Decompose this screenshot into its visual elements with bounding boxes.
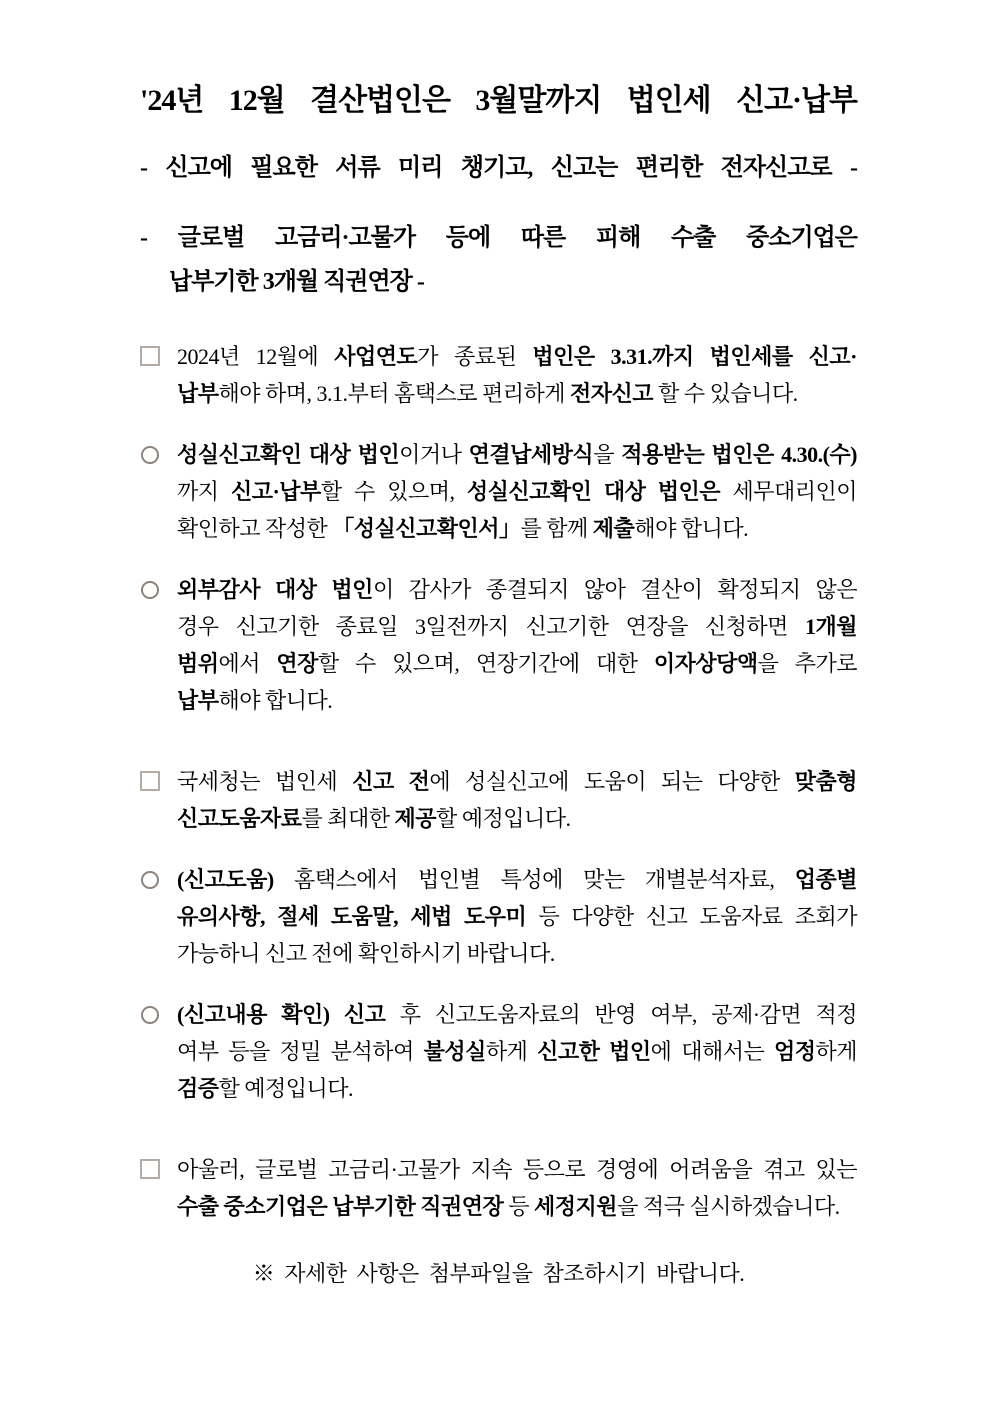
text-run: 해야 합니다. bbox=[634, 516, 749, 541]
circle-bullet-icon bbox=[141, 1006, 159, 1024]
text-run: 업종별 bbox=[794, 867, 857, 892]
text-run: 아울러, 글로벌 고금리·고물가 지속 등으로 경영에 어려움을 겪고 있는 bbox=[177, 1157, 857, 1182]
text-run: 국세청는 법인세 bbox=[177, 769, 353, 794]
text-run: 에 성실신고에 도움이 되는 다양한 bbox=[429, 769, 795, 794]
text-run: 후 신고도움자료의 반영 여부, 공제·감면 적정 bbox=[385, 1002, 858, 1027]
text-run: 가능하니 신고 전에 확인하시기 바랍니다. bbox=[177, 941, 555, 966]
text-run: 할 수 있습니다. bbox=[653, 381, 798, 406]
paragraph-line bbox=[177, 571, 857, 608]
paragraph-line bbox=[177, 436, 857, 473]
text-run: 성실신고확인 대상 법인 bbox=[177, 442, 400, 467]
paragraph-line bbox=[177, 898, 857, 935]
text-run: 외부감사 대상 법인 bbox=[177, 577, 373, 602]
bullet-item bbox=[140, 861, 857, 972]
bullet-marker-cell bbox=[140, 338, 177, 412]
text-run: 법인은 3.31.까지 법인세를 bbox=[532, 344, 809, 369]
text-run: 하게 bbox=[485, 1039, 538, 1064]
text-run: 를 함께 bbox=[520, 516, 593, 541]
paragraph-line bbox=[177, 1033, 857, 1070]
paragraph-line bbox=[177, 645, 857, 682]
bullet-marker-cell bbox=[140, 1151, 177, 1225]
text-run: 해야 합니다. bbox=[218, 688, 333, 713]
subtitle-first-line: - 신고에 필요한 서류 미리 챙기고, 신고는 편리한 전자신고로 - bbox=[140, 155, 857, 181]
text-run: 유의사항, 절세 도움말, 세법 도우미 bbox=[177, 904, 527, 929]
text-run: 연장 bbox=[276, 651, 318, 676]
text-run: 적용받는 법인은 4.30.(수) bbox=[621, 442, 857, 467]
subtitle-second-line-2: 납부기한 3개월 직권연장 - bbox=[169, 269, 424, 295]
text-run: 납부 bbox=[177, 688, 219, 713]
text-run: 을 추가로 bbox=[757, 651, 857, 676]
bullet-paragraph bbox=[177, 763, 857, 837]
text-run: 가 종료된 bbox=[417, 344, 533, 369]
text-run: 수출 중소기업은 납부기한 직권연장 bbox=[177, 1194, 504, 1219]
text-run: 신고· bbox=[808, 344, 857, 369]
bullet-item bbox=[140, 996, 857, 1107]
paragraph-line bbox=[177, 510, 857, 547]
circle-bullet-icon bbox=[141, 581, 159, 599]
text-run: (신고도움) bbox=[177, 867, 274, 892]
subtitle-second bbox=[140, 216, 857, 304]
text-run: 성실신고확인 대상 법인은 bbox=[466, 479, 721, 504]
text-run: 신고한 법인 bbox=[537, 1039, 651, 1064]
document-title: '24년 12월 결산법인은 3월말까지 법인세 신고·납부 bbox=[140, 84, 857, 117]
text-run: 세무대리인이 bbox=[720, 479, 857, 504]
paragraph-line bbox=[177, 800, 857, 837]
bullet-paragraph bbox=[177, 571, 857, 719]
text-run: 를 최대한 bbox=[301, 806, 395, 831]
text-run: 할 수 있으며, bbox=[320, 479, 467, 504]
paragraph-line bbox=[177, 608, 857, 645]
text-run: 검증 bbox=[177, 1076, 219, 1101]
text-run: 이 감사가 종결되지 않아 결산이 확정되지 않은 bbox=[372, 577, 857, 602]
text-run: 이자상당액 bbox=[653, 651, 758, 676]
text-run: 이거나 bbox=[399, 442, 469, 467]
subtitle-first bbox=[140, 146, 857, 190]
bullet-item bbox=[140, 571, 857, 719]
paragraph-line bbox=[177, 996, 857, 1033]
text-run: 에서 bbox=[218, 651, 277, 676]
circle-bullet-icon bbox=[141, 446, 159, 464]
footnote: ※ 자세한 사항은 첨부파일을 참조하시기 바랍니다. bbox=[252, 1261, 745, 1286]
text-run: 경우 신고기한 종료일 3일전까지 신고기한 연장을 신청하면 bbox=[177, 614, 805, 639]
text-run: 1개월 bbox=[804, 614, 857, 639]
text-run: 엄정 bbox=[773, 1039, 816, 1064]
bullet-paragraph bbox=[177, 861, 857, 972]
bullet-item bbox=[140, 763, 857, 837]
text-run: 「성실신고확인서」 bbox=[332, 516, 521, 541]
paragraph-line bbox=[177, 473, 857, 510]
text-run: 제출 bbox=[592, 516, 635, 541]
square-bullet-icon bbox=[140, 771, 160, 791]
paragraph-line bbox=[177, 935, 857, 972]
text-run: 에 대해서는 bbox=[650, 1039, 774, 1064]
bullet-paragraph bbox=[177, 996, 857, 1107]
text-run: 할 수 있으며, 연장기간에 대한 bbox=[317, 651, 654, 676]
text-run: 연결납세방식 bbox=[468, 442, 594, 467]
text-run: 맞춤형 bbox=[794, 769, 857, 794]
text-run: 할 예정입니다. bbox=[436, 806, 571, 831]
text-run: 제공 bbox=[394, 806, 437, 831]
paragraph-line bbox=[177, 338, 857, 375]
bullet-marker-cell bbox=[140, 861, 177, 972]
paragraph-line bbox=[177, 763, 857, 800]
text-run: 해야 하며, 3.1.부터 홈택스로 편리하게 bbox=[218, 381, 571, 406]
text-run: 세정지원 bbox=[534, 1194, 618, 1219]
text-run: 신고도움자료 bbox=[177, 806, 302, 831]
paragraph-line bbox=[177, 861, 857, 898]
text-run: 을 bbox=[593, 442, 622, 467]
text-run: 까지 bbox=[177, 479, 231, 504]
bullet-paragraph bbox=[177, 1151, 857, 1225]
text-run: 사업연도 bbox=[334, 344, 418, 369]
text-run: 등 다양한 신고 도움자료 조회가 bbox=[526, 904, 857, 929]
paragraph-line bbox=[177, 1151, 857, 1188]
text-run: 확인하고 작성한 bbox=[177, 516, 333, 541]
subtitle-second-line-1: - 글로벌 고금리·고물가 등에 따른 피해 수출 중소기업은 bbox=[140, 225, 857, 251]
text-run: 납부 bbox=[177, 381, 219, 406]
bullet-list bbox=[140, 338, 857, 1225]
bullet-marker-cell bbox=[140, 996, 177, 1107]
text-run: (신고내용 확인) 신고 bbox=[177, 1002, 386, 1027]
bullet-paragraph bbox=[177, 436, 857, 547]
bullet-item bbox=[140, 1151, 857, 1225]
paragraph-line bbox=[177, 1188, 857, 1225]
bullet-marker-cell bbox=[140, 436, 177, 547]
text-run: 전자신고 bbox=[570, 381, 654, 406]
square-bullet-icon bbox=[140, 346, 160, 366]
text-run: 불성실 bbox=[423, 1039, 486, 1064]
square-bullet-icon bbox=[140, 1159, 160, 1179]
bullet-item bbox=[140, 436, 857, 547]
text-run: 하게 bbox=[815, 1039, 857, 1064]
text-run: 여부 등을 정밀 분석하여 bbox=[177, 1039, 424, 1064]
bullet-marker-cell bbox=[140, 571, 177, 719]
bullet-item bbox=[140, 338, 857, 412]
paragraph-line bbox=[177, 375, 857, 412]
circle-bullet-icon bbox=[141, 871, 159, 889]
bullet-marker-cell bbox=[140, 763, 177, 837]
text-run: 홈택스에서 법인별 특성에 맞는 개별분석자료, bbox=[273, 867, 795, 892]
text-run: 등 bbox=[503, 1194, 535, 1219]
text-run: 할 예정입니다. bbox=[218, 1076, 354, 1101]
bullet-paragraph bbox=[177, 338, 857, 412]
paragraph-line bbox=[177, 1070, 857, 1107]
text-run: 신고·납부 bbox=[230, 479, 321, 504]
text-run: 2024년 12월에 bbox=[177, 344, 335, 369]
text-run: 범위 bbox=[177, 651, 219, 676]
paragraph-line bbox=[177, 682, 857, 719]
text-run: 을 적극 실시하겠습니다. bbox=[617, 1194, 840, 1219]
text-run: 신고 전 bbox=[352, 769, 430, 794]
